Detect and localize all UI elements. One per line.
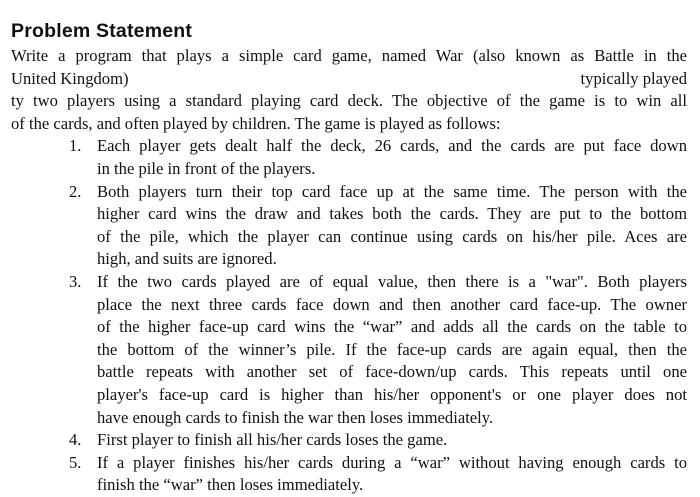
rule-line: If a player finishes his/her cards during a “war” without having enough cards to: [97, 452, 687, 472]
rule-text: [97, 181, 687, 271]
rule-line: finish the “war” then loses immediately.: [97, 475, 364, 495]
intro-line-right: typically played: [580, 68, 687, 88]
rule-line: have enough cards to finish the war then loses immediately.: [97, 407, 494, 427]
rule-line: battle repeats with another set of face-down/up cards. This repeats until one: [97, 362, 687, 382]
intro-line: of the cards, and often played by children. The game is played as follows:: [11, 113, 501, 133]
rule-line: of the higher face-up card wins the “war” and adds all the cards on the table to: [97, 317, 687, 337]
rule-item: [11, 271, 687, 429]
rule-text: [97, 271, 687, 429]
rule-line: in the pile in front of the players.: [97, 158, 316, 178]
rule-text: [97, 429, 687, 452]
intro-line-left: United Kingdom): [11, 68, 129, 88]
rule-number: 1.: [69, 136, 82, 156]
rule-line: higher card wins the draw and takes both the cards. They are put to the bottom: [97, 204, 687, 224]
rule-item: [11, 181, 687, 271]
document: [11, 18, 687, 497]
rule-line: player's face-up card is higher than his/her opponent's or one player does not: [97, 384, 687, 404]
intro-line: [11, 68, 687, 91]
rule-line: of the pile, which the player can continue using cards on his/her pile. Aces are: [97, 226, 687, 246]
rule-line: Each player gets dealt half the deck, 26 cards, and the cards are put face down: [97, 136, 687, 156]
rule-line: First player to finish all his/her cards loses the game.: [97, 430, 448, 450]
rule-line: the bottom of the winner’s pile. If the face-up cards are again equal, then the: [97, 339, 687, 359]
rule-line: Both players turn their top card face up at the same time. The person with the: [97, 181, 687, 201]
rules-list: [11, 135, 687, 497]
rule-item: [11, 429, 687, 452]
rule-number: 2.: [69, 181, 82, 201]
rule-line: place the next three cards face down and then another card face-up. The owner: [97, 294, 687, 314]
rule-text: [97, 135, 687, 180]
rule-item: [11, 135, 687, 180]
intro-line: ty two players using a standard playing card deck. The objective of the game is to win all: [11, 91, 687, 111]
rule-number: 4.: [69, 430, 82, 450]
rule-line: high, and suits are ignored.: [97, 249, 277, 269]
rule-item: [11, 452, 687, 497]
intro-line: Write a program that plays a simple card game, named War (also known as Battle in the: [11, 46, 687, 65]
rule-number: 3.: [69, 271, 82, 291]
rule-text: [97, 452, 687, 497]
rule-number: 5.: [69, 452, 82, 472]
rule-line: If the two cards played are of equal value, then there is a "war". Both players: [97, 271, 687, 291]
page-title: Problem Statement: [11, 20, 193, 42]
intro-paragraph: [11, 45, 687, 135]
